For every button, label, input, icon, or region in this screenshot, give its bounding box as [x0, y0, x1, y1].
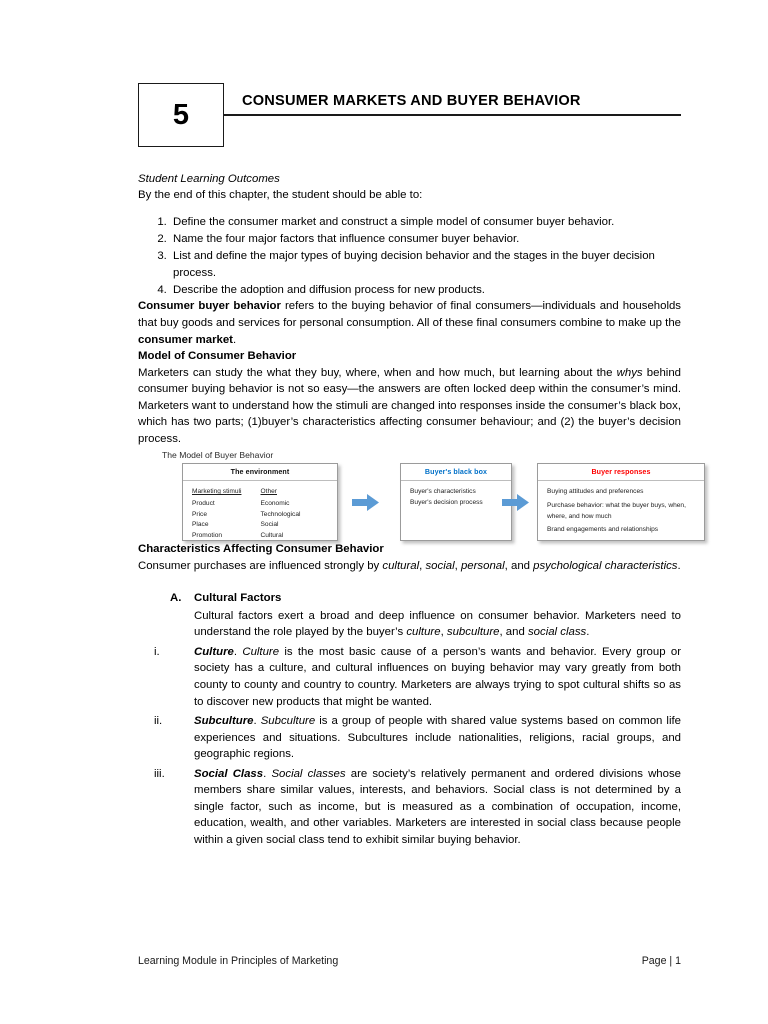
learning-outcomes-list: [138, 214, 681, 298]
figure-caption: The Model of Buyer Behavior: [162, 450, 274, 461]
heading-characteristics-affecting-consumer-behavior: Characteristics Affecting Consumer Behavior: [138, 543, 384, 556]
arrow-right-icon: [502, 494, 530, 511]
italic-culture-lead: Culture: [242, 645, 280, 658]
model-para-part-2: behind consumer buying behavior is not so easy—the answers are often locked deep within the consumer’s mind. Marketers want to understand how the stimuli are changed into responses inside the consumer’s black box, which has two parts; (1)buyer’s characteristics affecting consumer behaviour; and (2) the buyer’s decision process.: [138, 366, 682, 445]
section-cultural-factors: [138, 590, 681, 641]
intro-term-consumer-market: consumer market: [138, 333, 233, 346]
heading-model-of-consumer-behavior: Model of Consumer Behavior: [138, 350, 297, 363]
response-line: Brand engagements and relationships: [547, 526, 659, 534]
list-marker-iii: iii.: [154, 767, 165, 780]
environment-column-other: [261, 487, 330, 541]
list-marker-i: i.: [154, 645, 160, 658]
subsection-social-class: [138, 766, 681, 849]
model-para-italic-whys: whys: [616, 366, 643, 379]
column-header: Marketing stimuli: [192, 488, 242, 496]
list-marker-a: A.: [170, 592, 182, 605]
list-item: 4. Describe the adoption and diffusion process for new products.: [170, 282, 681, 298]
subculture-body: is a group of people with shared value systems based on common life experiences and situations. Subcultures include nationalities, religions, racial groups, and geographic regions.: [194, 715, 681, 761]
after-term: .: [233, 645, 243, 658]
italic-cultural: cultural: [382, 559, 420, 572]
heading-cultural-factors: Cultural Factors: [194, 592, 282, 605]
characteristics-intro-paragraph: Consumer purchases are influenced strongly by cultural, social, personal, and psychological characteristics.: [138, 559, 681, 572]
black-box-line: Buyer's decision process: [410, 498, 483, 506]
buyer-behavior-diagram: [182, 463, 686, 541]
italic-social-classes-lead: Social classes: [271, 767, 346, 780]
diagram-box-black-box: [400, 463, 512, 541]
subculture-paragraph: [194, 713, 681, 763]
environment-column-marketing-stimuli: [192, 487, 261, 541]
chapter-title: CONSUMER MARKETS AND BUYER BEHAVIOR: [242, 93, 581, 109]
separator-text: , and: [499, 626, 528, 639]
diagram-box-environment: [182, 463, 338, 541]
italic-personal: personal: [460, 559, 505, 572]
italic-social: social: [425, 559, 455, 572]
footer-left-text: Learning Module in Principles of Marketing: [138, 955, 339, 967]
after-term: .: [263, 767, 272, 780]
column-item: Social: [260, 521, 279, 529]
term-subculture: Subculture: [194, 715, 254, 728]
intro-text-2: .: [232, 333, 237, 346]
social-class-body: are society’s relatively permanent and ordered divisions whose members share similar values, interests, and behaviors. Social class is not determined by a single factor, such as income, but is measured as a combination of occupation, income, education, wealth, and other variables. Marketers are interested in social class because people within a given social class tend to exhibit similar buying behavior.: [194, 767, 681, 846]
column-item: Cultural: [260, 531, 284, 539]
term-social-class: Social Class: [194, 767, 264, 780]
characteristics-intro-text: Consumer purchases are influenced strongly by: [138, 559, 383, 572]
column-header: Other: [260, 488, 277, 496]
page-content: [138, 0, 686, 848]
black-box-line: Buyer's characteristics: [410, 488, 476, 496]
italic-social-class: social class: [527, 626, 587, 639]
column-item: Promotion: [192, 531, 223, 539]
diagram-box-black-box-body: [401, 481, 511, 511]
list-item: 2. Name the four major factors that influence consumer buyer behavior.: [170, 231, 681, 247]
after-term: .: [253, 715, 261, 728]
intro-paragraph: [138, 298, 681, 348]
italic-subculture: subculture: [446, 626, 500, 639]
column-item: Price: [192, 510, 208, 518]
period: .: [586, 626, 590, 639]
subsection-subculture: [138, 713, 681, 763]
diagram-box-environment-title: The environment: [183, 464, 337, 481]
model-paragraph: [138, 365, 681, 448]
cultural-intro-text: Cultural factors exert a broad and deep influence on consumer behavior. Marketers need to understand the role played by the buyer’s: [194, 609, 681, 639]
column-item: Product: [192, 499, 215, 507]
diagram-box-buyer-responses: [537, 463, 705, 541]
italic-psychological-characteristics: psychological characteristics: [533, 559, 678, 572]
response-line: Buying attitudes and preferences: [547, 488, 644, 496]
italic-subculture-lead: Subculture: [260, 715, 316, 728]
diagram-box-buyer-responses-body: [538, 481, 704, 542]
chapter-header: [138, 83, 681, 163]
page-footer: [138, 955, 681, 967]
list-item: 1. Define the consumer market and construct a simple model of consumer buyer behavior.: [170, 214, 681, 230]
column-item: Economic: [260, 499, 290, 507]
chapter-header-rule: [224, 114, 681, 116]
italic-culture: culture: [406, 626, 441, 639]
separator-text: ,: [440, 626, 447, 639]
column-item: Technological: [260, 510, 301, 518]
culture-paragraph: [194, 644, 681, 710]
chapter-number-box: [138, 83, 224, 147]
diagram-box-buyer-responses-title: Buyer responses: [538, 464, 704, 481]
social-class-paragraph: [194, 766, 681, 849]
intro-term-consumer-buyer-behavior: Consumer buyer behavior: [138, 300, 281, 313]
list-item: 3. List and define the major types of buying decision behavior and the stages in the buyer decision process.: [170, 248, 681, 281]
intro-text-1: refers to the buying behavior of final consumers—individuals and households that buy goods and services for personal consumption. All of these final consumers combine to make up the: [138, 300, 682, 330]
learning-outcomes-lead: By the end of this chapter, the student should be able to:: [138, 189, 423, 202]
response-line: Purchase behavior: what the buyer buys, when, where, and how much: [547, 501, 686, 520]
model-para-part-1: Marketers can study the what they buy, where, when and how much, but learning about the: [138, 366, 617, 379]
subsection-culture: [138, 644, 681, 710]
culture-body: is the most basic cause of a person’s wants and behavior. Every group or society has a culture, and cultural influences on buying behavior may vary greatly from both county to county and country to country. Marketers are always trying to spot cultural shifts so as to discover new products that might be wanted.: [194, 645, 681, 708]
footer-page-number: Page | 1: [641, 955, 681, 967]
term-culture: Culture: [194, 645, 234, 658]
diagram-box-environment-body: [183, 481, 337, 544]
diagram-box-black-box-title: Buyer's black box: [401, 464, 511, 481]
arrow-right-icon: [352, 494, 380, 511]
column-item: Place: [192, 521, 209, 529]
learning-outcomes-title: Student Learning Outcomes: [138, 173, 280, 185]
cultural-factors-paragraph: [194, 608, 681, 641]
chapter-number: 5: [172, 98, 190, 131]
list-marker-ii: ii.: [154, 715, 163, 728]
